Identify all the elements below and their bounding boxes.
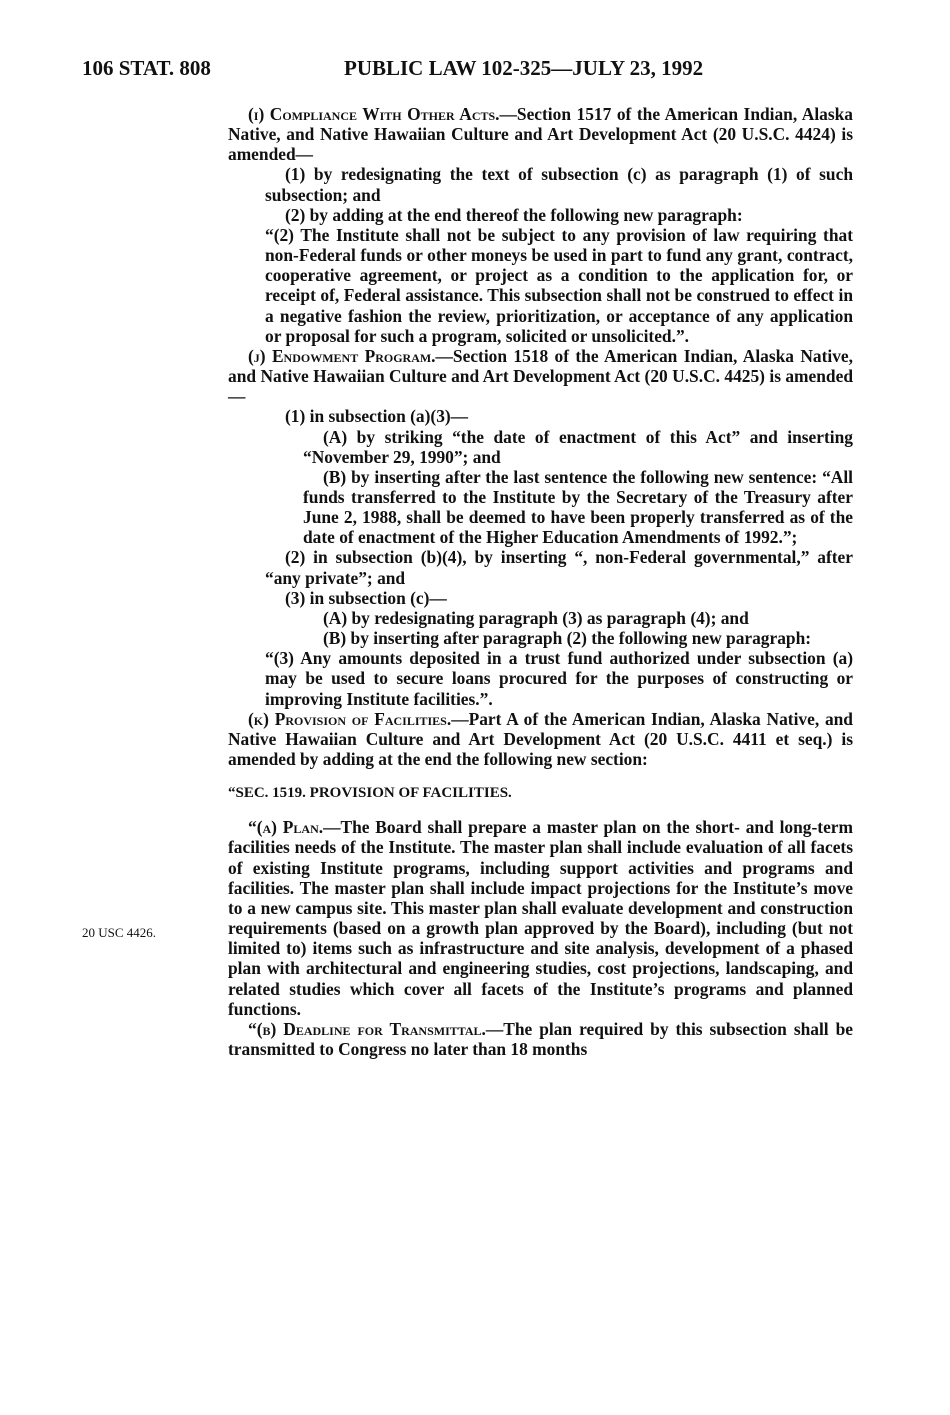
- paragraph-heading: (j) Endowment Program.: [248, 345, 436, 366]
- subsection-b: [228, 1019, 853, 1059]
- subclause-j-3-b: (B) by inserting after paragraph (2) the following new paragraph:: [323, 628, 812, 649]
- section-spacer: [228, 803, 853, 817]
- margin-citation: 20 USC 4426.: [82, 925, 157, 940]
- clause-j-1: (1) in subsection (a)(3)—: [285, 406, 469, 427]
- clause-i-2: (2) by adding at the end thereof the following new paragraph:: [285, 204, 743, 225]
- section-heading: “SEC. 1519. PROVISION OF FACILITIES.: [228, 785, 512, 802]
- subclause-j-1-b: (B) by inserting after the last sentence the following new sentence: “All funds transferred to the Institute by the Secretary of the Treasury after June 2, 1988, shall be deemed to have been properly transferred as of the date of enactment of the Higher Education Amendments of 1992.”;: [303, 466, 853, 548]
- subclause-j-1-a: (A) by striking “the date of enactment of this Act” and inserting “November 29, 1990”; and: [303, 426, 853, 467]
- paragraph-j: [228, 346, 853, 406]
- subclause-j-3-a: (A) by redesignating paragraph (3) as paragraph (4); and: [323, 607, 749, 628]
- quoted-paragraph-i: “(2) The Institute shall not be subject to any provision of law requiring that non-Federal funds or other moneys be used in part to fund any grant, contract, cooperative agreement, or project as a condition to the application for, or receipt of, Federal assistance. This subsection shall not be construed to effect in a negative fashion the review, prioritization, or acceptance of any application or proposal for such a program, solicited or unsolicited.”.: [265, 224, 853, 346]
- paragraph-i: [228, 104, 853, 164]
- paragraph-text: —Section 1518 of the American Indian, Alaska Native, and Native Hawaiian Culture and Art Development Act (20 U.S.C. 4425) is amended—: [228, 345, 853, 407]
- paragraph-text: —Section 1517 of the American Indian, Alaska Native, and Native Hawaiian Culture and Art Development Act (20 U.S.C. 4424) is amended—: [228, 104, 853, 165]
- paragraph-heading: “(b) Deadline for Transmittal.: [248, 1018, 486, 1039]
- law-title: PUBLIC LAW 102-325—JULY 23, 1992: [344, 56, 704, 80]
- paragraph-text: —The Board shall prepare a master plan on the short- and long-term facilities needs of the Institute. The master plan shall include evaluation of all facets of existing Institute programs, including support activities and programs and facilities. The master plan shall include impact projections for the Institute’s move to a new campus site. This master plan shall evaluate development and construction requirements (based on a growth plan approved by the Board), including (but not limited to) items such as infrastructure and site analysis, development of a phased plan with architectural and engineering studies, cost projections, landscaping, and related studies which cover all facets of the Institute’s programs and planned functions.: [228, 817, 853, 1019]
- page-identifier: 106 STAT. 808: [82, 56, 211, 80]
- subsection-a: [228, 817, 853, 1019]
- paragraph-k: [228, 709, 853, 769]
- paragraph-text: —The plan required by this subsection shall be transmitted to Congress no later than 18 months: [228, 1018, 853, 1060]
- section-spacer: [228, 769, 853, 783]
- clause-j-3: (3) in subsection (c)—: [285, 587, 447, 608]
- page-header: [82, 56, 772, 84]
- quoted-paragraph-j: “(3) Any amounts deposited in a trust fund authorized under subsection (a) may be used to secure loans procured for the purposes of constructing or improving Institute facilities.”.: [265, 648, 853, 709]
- clause-i-1: (1) by redesignating the text of subsection (c) as paragraph (1) of such subsection; and: [265, 164, 853, 205]
- paragraph-heading: (i) Compliance With Other Acts.: [248, 104, 500, 124]
- paragraph-heading: (k) Provision of Facilities.: [248, 708, 452, 729]
- paragraph-text: —Part A of the American Indian, Alaska Native, and Native Hawaiian Culture and Art Development Act (20 U.S.C. 4411 et seq.) is amended by adding at the end the following new section:: [228, 708, 853, 769]
- clause-j-2: (2) in subsection (b)(4), by inserting “, non-Federal governmental,” after “any private”; and: [265, 547, 853, 588]
- paragraph-heading: “(a) Plan.: [248, 817, 324, 838]
- document-body: [228, 104, 853, 1059]
